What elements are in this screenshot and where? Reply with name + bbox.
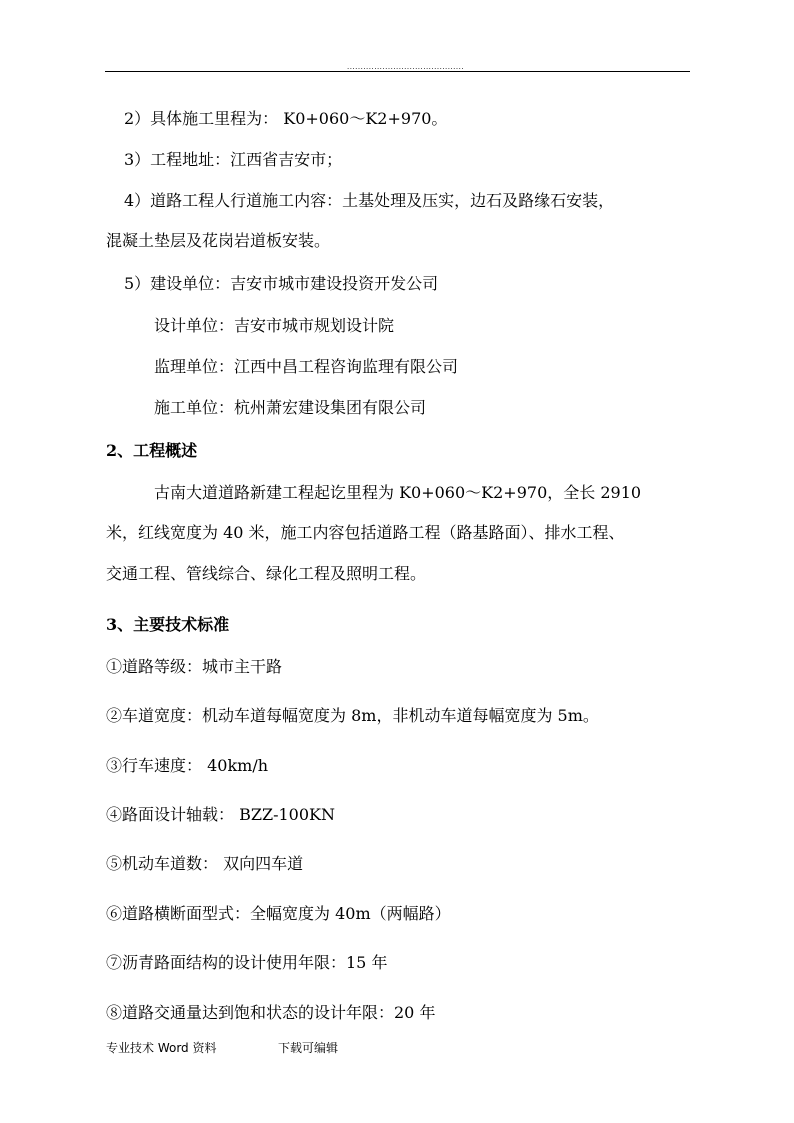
- standard-item-lane-width: ②车道宽度：机动车道每幅宽度为 8m，非机动车道每幅宽度为 5m。: [106, 706, 599, 725]
- standard-item-pavement-life: ⑦沥青路面结构的设计使用年限：15 年: [106, 953, 388, 972]
- standard-item-traffic-design-year: ⑧道路交通量达到饱和状态的设计年限：20 年: [106, 1003, 436, 1022]
- overview-line-2: 米，红线宽度为 40 米，施工内容包括道路工程（路基路面）、排水工程、: [106, 523, 625, 542]
- scope-contractor: 施工单位：杭州萧宏建设集团有限公司: [154, 398, 427, 417]
- scope-supervisor: 监理单位：江西中昌工程咨询监理有限公司: [154, 357, 459, 376]
- scope-item-2-mileage: 2）具体施工里程为： K0+060～K2+970。: [124, 109, 448, 128]
- overview-heading: 2、工程概述: [106, 441, 198, 460]
- standard-item-speed: ③行车速度： 40km/h: [106, 756, 269, 775]
- scope-item-3-address: 3）工程地址：江西省吉安市；: [124, 150, 343, 169]
- scope-item-4-line-1: 4）道路工程人行道施工内容：土基处理及压实，边石及路缘石安装，: [124, 191, 615, 210]
- overview-line-3: 交通工程、管线综合、绿化工程及照明工程。: [106, 564, 427, 583]
- standard-item-road-grade: ①道路等级：城市主干路: [106, 657, 283, 676]
- header-rule: [105, 71, 690, 72]
- footer-left-label: 专业技术 Word 资料: [106, 1041, 217, 1055]
- standard-item-cross-section: ⑥道路横断面型式：全幅宽度为 40m（两幅路）: [106, 904, 451, 923]
- standard-item-lane-count: ⑤机动车道数： 双向四车道: [106, 854, 304, 873]
- overview-line-1: 古南大道道路新建工程起讫里程为 K0+060～K2+970，全长 2910: [154, 483, 642, 502]
- header-dots: ...........................................: [347, 62, 465, 71]
- standard-item-axle-load: ④路面设计轴载： BZZ-100KN: [106, 805, 335, 824]
- scope-designer: 设计单位：吉安市城市规划设计院: [154, 316, 395, 335]
- scope-item-5-builder: 5）建设单位：吉安市城市建设投资开发公司: [124, 274, 439, 293]
- footer-right-label: 下载可编辑: [278, 1041, 339, 1055]
- scope-item-4-line-2: 混凝土垫层及花岗岩道板安装。: [106, 231, 331, 250]
- standards-heading: 3、主要技术标准: [106, 615, 230, 634]
